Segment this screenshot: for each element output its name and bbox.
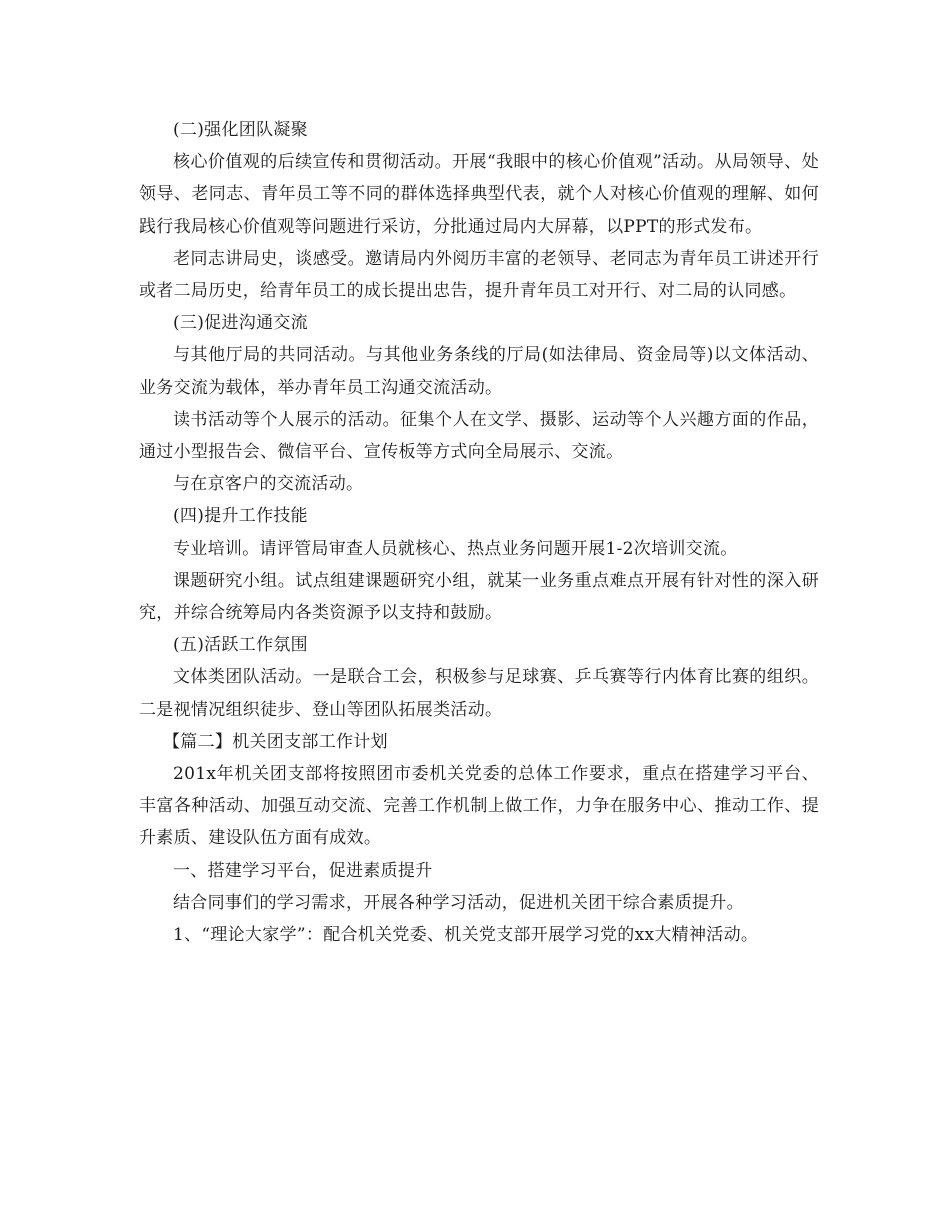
paragraph-client-exchange: 与在京客户的交流活动。	[173, 474, 364, 495]
paragraph-learning-needs: 结合同事们的学习需求，开展各种学习活动，促进机关团干综合素质提升。	[173, 892, 744, 913]
section-heading-team-cohesion: (二)强化团队凝聚	[173, 120, 308, 140]
paragraph-core-values: 核心价值观的后续宣传和贯彻活动。开展“我眼中的核心价值观”活动。从局领导、处领导、老同志、青年员工等不同的群体选择典型代表，就个人对核心价值观的理解、如何践行我局核心价值观等问题进行采访，分批通过局内大屏幕，以PPT的形式发布。	[139, 152, 819, 237]
paragraph-theory-study: 1、“理论大家学”：配合机关党委、机关党支部开展学习党的xx大精神活动。	[173, 925, 759, 946]
chapter-heading-part-two: 【篇二】机关团支部工作计划	[163, 731, 388, 752]
paragraph-history-talk: 老同志讲局史，谈感受。邀请局内外阅历丰富的老领导、老同志为青年员工讲述开行或者二局历史，给青年员工的成长提出忠告，提升青年员工对开行、对二局的认同感。	[139, 248, 819, 302]
section-heading-work-atmosphere: (五)活跃工作氛围	[173, 635, 308, 656]
paragraph-reading-activities: 读书活动等个人展示的活动。征集个人在文学、摄影、运动等个人兴趣方面的作品，通过小型报告会、微信平台、宣传板等方式向全局展示、交流。	[139, 409, 819, 463]
section-heading-work-skills: (四)提升工作技能	[173, 506, 308, 527]
paragraph-sports-activities: 文体类团队活动。一是联合工会，积极参与足球赛、乒乓赛等行内体育比赛的组织。二是视情况组织徒步、登山等团队拓展类活动。	[139, 667, 819, 720]
section-heading-communication: (三)促进沟通交流	[173, 313, 308, 334]
paragraph-research-group: 课题研究小组。试点组建课题研究小组，就某一业务重点难点开展有针对性的深入研究，并综合统筹局内各类资源予以支持和鼓励。	[139, 570, 819, 624]
paragraph-professional-training: 专业培训。请评管局审查人员就核心、热点业务问题开展1-2次培训交流。	[173, 538, 738, 559]
paragraph-joint-activities: 与其他厅局的共同活动。与其他业务条线的厅局(如法律局、资金局等)以文体活动、业务交流为载体，举办青年员工沟通交流活动。	[139, 345, 819, 398]
document-page	[139, 114, 819, 951]
section-heading-learning-platform: 一、搭建学习平台，促进素质提升	[173, 860, 433, 881]
paragraph-annual-plan: 201x年机关团支部将按照团市委机关党委的总体工作要求，重点在搭建学习平台、丰富各种活动、加强互动交流、完善工作机制上做工作，力争在服务中心、推动工作、提升素质、建设队伍方面有成效。	[139, 764, 819, 849]
